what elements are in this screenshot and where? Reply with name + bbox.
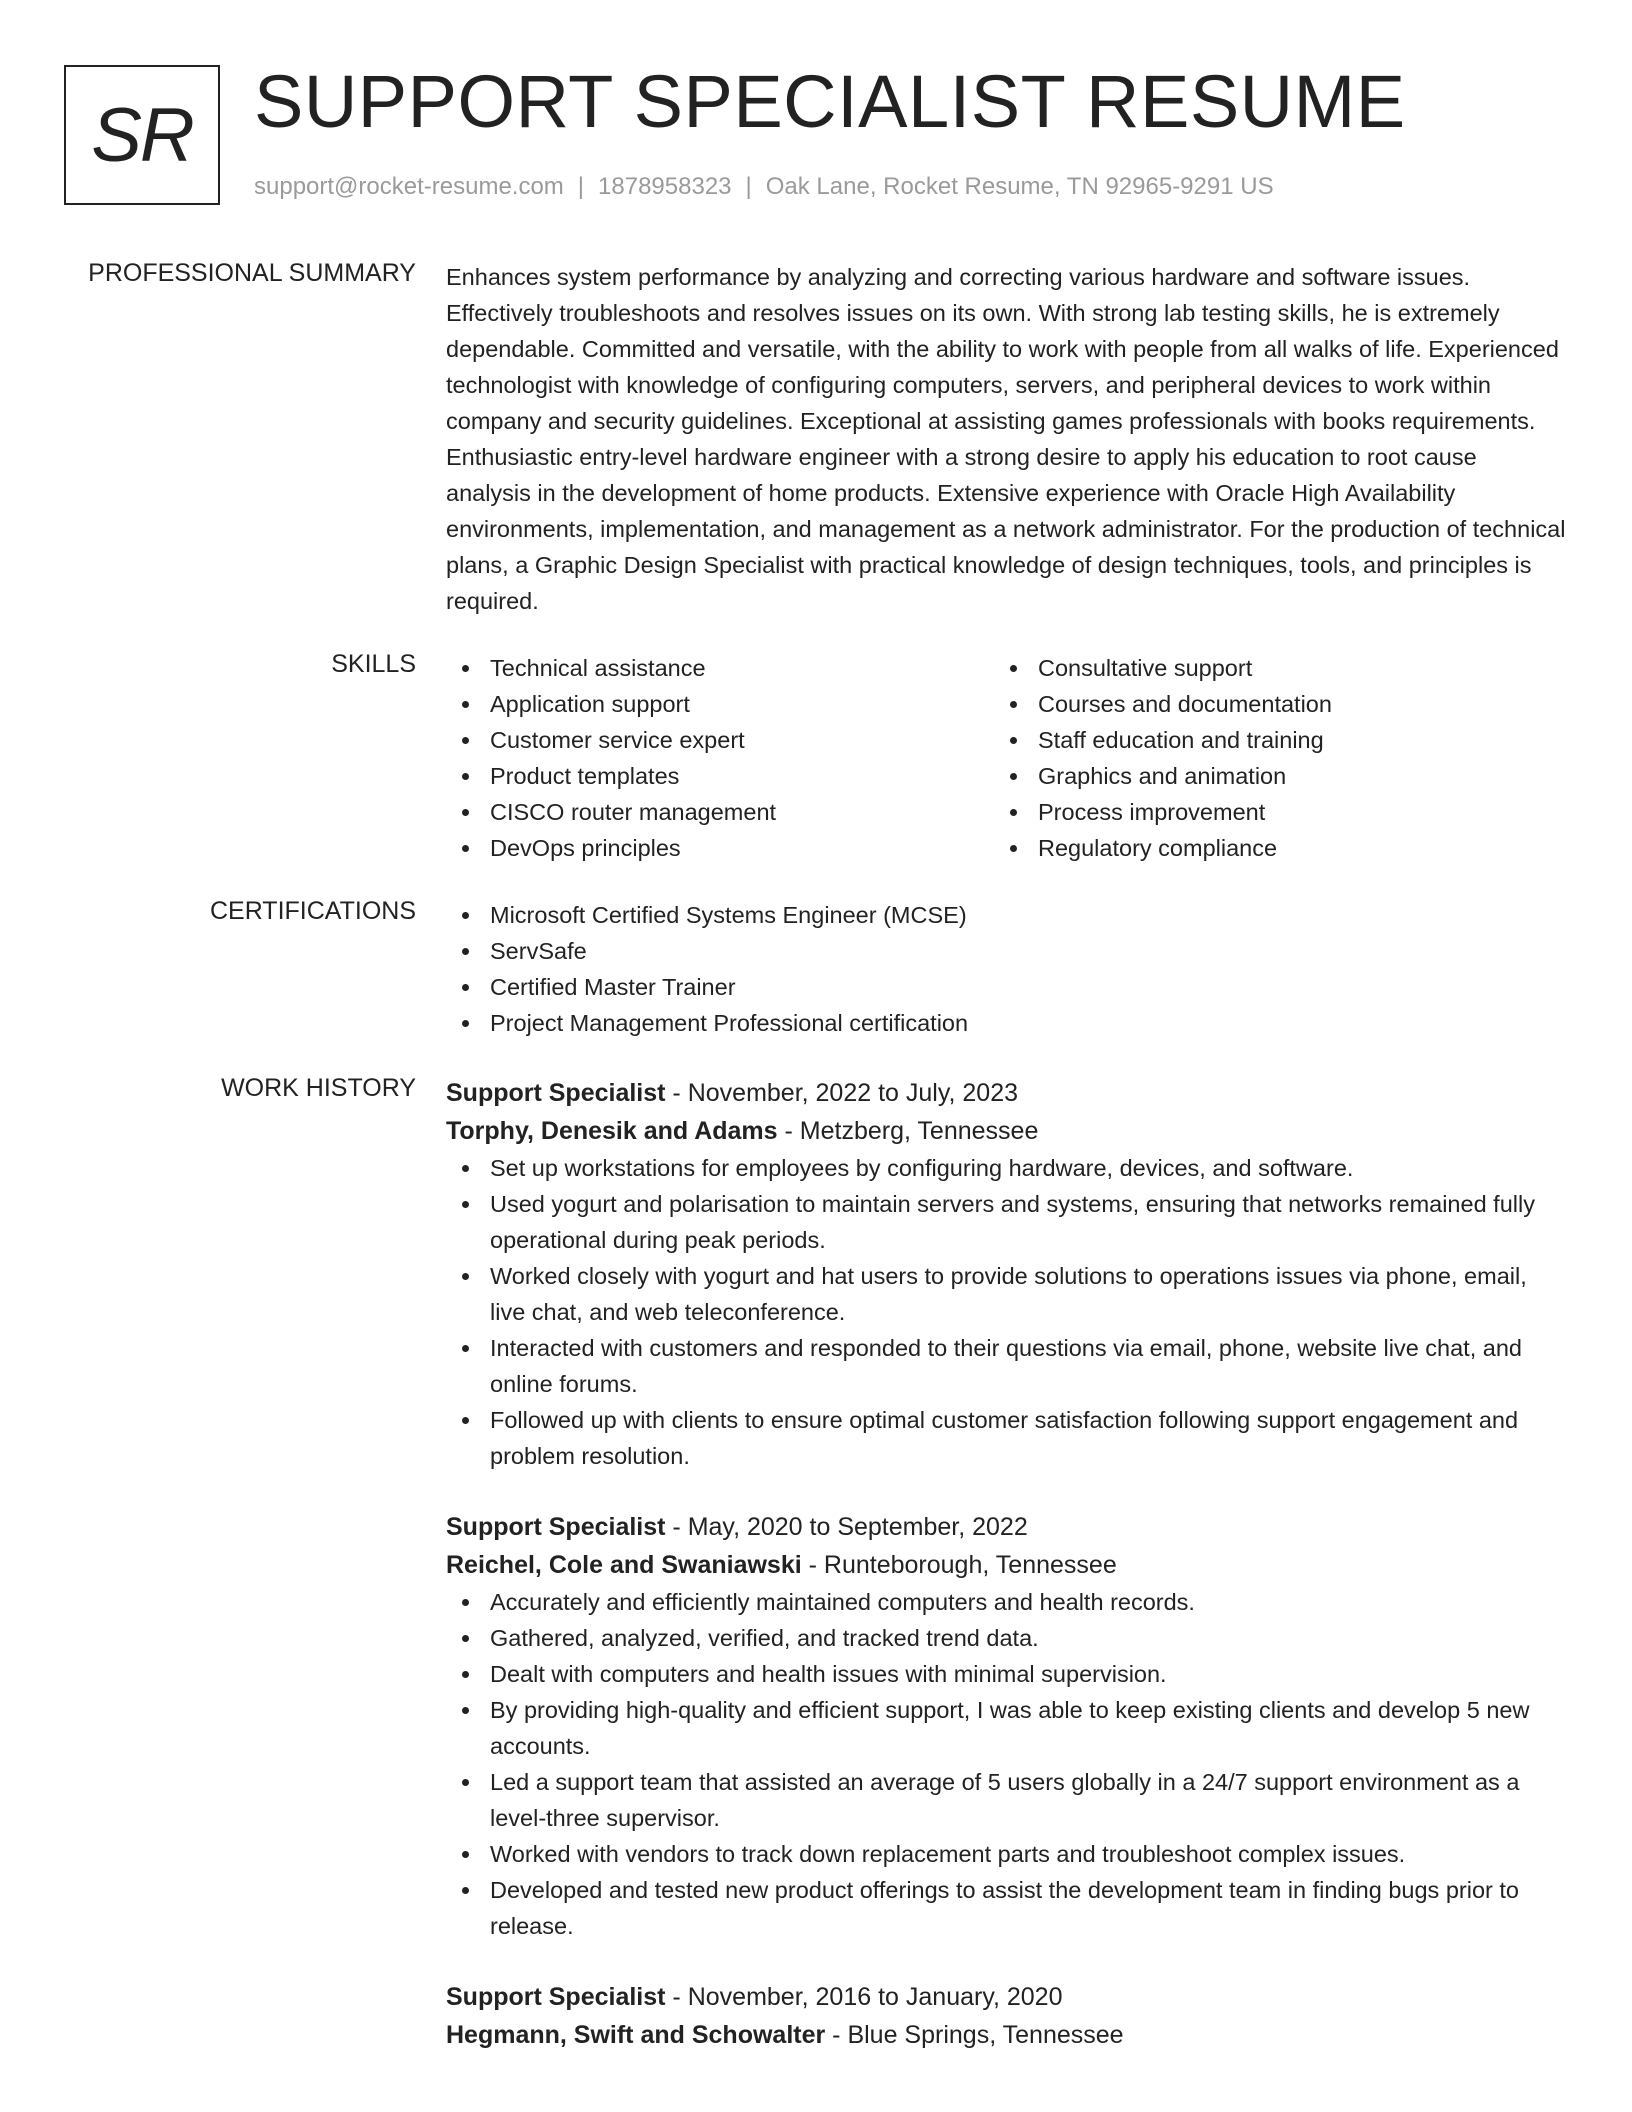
job-location: - Metzberg, Tennessee [777,1117,1039,1145]
skills-list-right [994,650,1542,866]
list-item: Set up workstations for employees by configuring hardware, devices, and software. [446,1150,1566,1186]
job-title-line [446,1508,1566,1546]
job-entry [446,1074,1566,1474]
job-location: - Runteborough, Tennessee [801,1551,1117,1579]
list-item: Accurately and efficiently maintained computers and health records. [446,1584,1566,1620]
list-item: Developed and tested new product offerings to assist the development team in finding bugs prior to release. [446,1872,1566,1944]
job-location: - Blue Springs, Tennessee [825,2021,1124,2049]
list-item: Consultative support [994,650,1542,686]
job-entry [446,1978,1566,2054]
list-item: Interacted with customers and responded to their questions via email, phone, website live chat, and online forums. [446,1330,1566,1402]
list-item: Worked with vendors to track down replacement parts and troubleshoot complex issues. [446,1836,1566,1872]
job-company-line [446,1546,1566,1584]
list-item: Application support [446,686,994,722]
list-item: Process improvement [994,794,1542,830]
monogram-badge: SR [64,65,220,205]
list-item: Gathered, analyzed, verified, and tracked trend data. [446,1620,1566,1656]
contact-phone[interactable]: 1878958323 [598,173,732,200]
list-item: ServSafe [446,933,1566,969]
certifications-body [446,897,1566,1041]
skills-list-left [446,650,994,866]
resume-title: SUPPORT SPECIALIST RESUME [254,60,1406,143]
certifications-list [446,897,1566,1041]
skills-heading: SKILLS [331,650,416,678]
list-item: By providing high-quality and efficient support, I was able to keep existing clients and develop 5 new accounts. [446,1692,1566,1764]
job-bullets [446,1584,1566,1944]
list-item: Led a support team that assisted an average of 5 users globally in a 24/7 support environment as a level-three supervisor. [446,1764,1566,1836]
job-company-line [446,1112,1566,1150]
list-item: Graphics and animation [994,758,1542,794]
list-item: CISCO router management [446,794,994,830]
list-item: Regulatory compliance [994,830,1542,866]
list-item: Followed up with clients to ensure optimal customer satisfaction following support engagement and problem resolution. [446,1402,1566,1474]
list-item: Worked closely with yogurt and hat users to provide solutions to operations issues via phone, email, live chat, and web teleconference. [446,1258,1566,1330]
list-item: Used yogurt and polarisation to maintain servers and systems, ensuring that networks remained fully operational during peak periods. [446,1186,1566,1258]
list-item: Certified Master Trainer [446,969,1566,1005]
list-item: Microsoft Certified Systems Engineer (MCSE) [446,897,1566,933]
job-title: Support Specialist [446,1513,666,1541]
job-company-line [446,2016,1566,2054]
summary-heading: PROFESSIONAL SUMMARY [88,259,416,287]
list-item: Project Management Professional certification [446,1005,1566,1041]
list-item: Technical assistance [446,650,994,686]
certifications-heading: CERTIFICATIONS [209,897,416,925]
job-title-line [446,1978,1566,2016]
list-item: Customer service expert [446,722,994,758]
job-title: Support Specialist [446,1983,666,2011]
job-entry [446,1508,1566,1944]
list-item: Product templates [446,758,994,794]
list-item: DevOps principles [446,830,994,866]
list-item: Courses and documentation [994,686,1542,722]
list-item: Dealt with computers and health issues with minimal supervision. [446,1656,1566,1692]
summary-body [446,259,1566,619]
contact-line [254,173,1274,201]
job-dates: - May, 2020 to September, 2022 [665,1513,1028,1541]
contact-separator: | [577,173,585,200]
job-dates: - November, 2016 to January, 2020 [665,1983,1063,2011]
job-company: Reichel, Cole and Swaniawski [446,1551,802,1579]
summary-text: Enhances system performance by analyzing and correcting various hardware and software issues. Effectively troubleshoots and resolves issues on its own. With strong lab testing skills, he is extremely dependable. Committed and versatile, with the ability to work with people from all walks of life. Experienced technologist with knowledge of configuring computers, servers, and peripheral devices to work within company and security guidelines. Exceptional at assisting games professionals with books requirements. Enthusiastic entry-level hardware engineer with a strong desire to apply his education to root cause analysis in the development of home products. Extensive experience with Oracle High Availability environments, implementation, and management as a network administrator. For the production of technical plans, a Graphic Design Specialist with practical knowledge of design techniques, tools, and principles is required. [446,264,1566,614]
resume-header [64,60,1584,225]
job-title-line [446,1074,1566,1112]
job-title: Support Specialist [446,1079,666,1107]
job-company: Hegmann, Swift and Schowalter [446,2021,826,2049]
contact-email[interactable]: support@rocket-resume.com [254,173,564,200]
job-dates: - November, 2022 to July, 2023 [665,1079,1018,1107]
work-history-body [446,1074,1566,2054]
skills-grid [446,650,1566,866]
work-history-heading: WORK HISTORY [221,1074,416,1102]
job-bullets [446,1150,1566,1474]
contact-address: Oak Lane, Rocket Resume, TN 92965-9291 US [765,173,1274,200]
skills-body [446,650,1566,866]
contact-separator: | [745,173,752,200]
list-item: Staff education and training [994,722,1542,758]
job-company: Torphy, Denesik and Adams [446,1117,778,1145]
